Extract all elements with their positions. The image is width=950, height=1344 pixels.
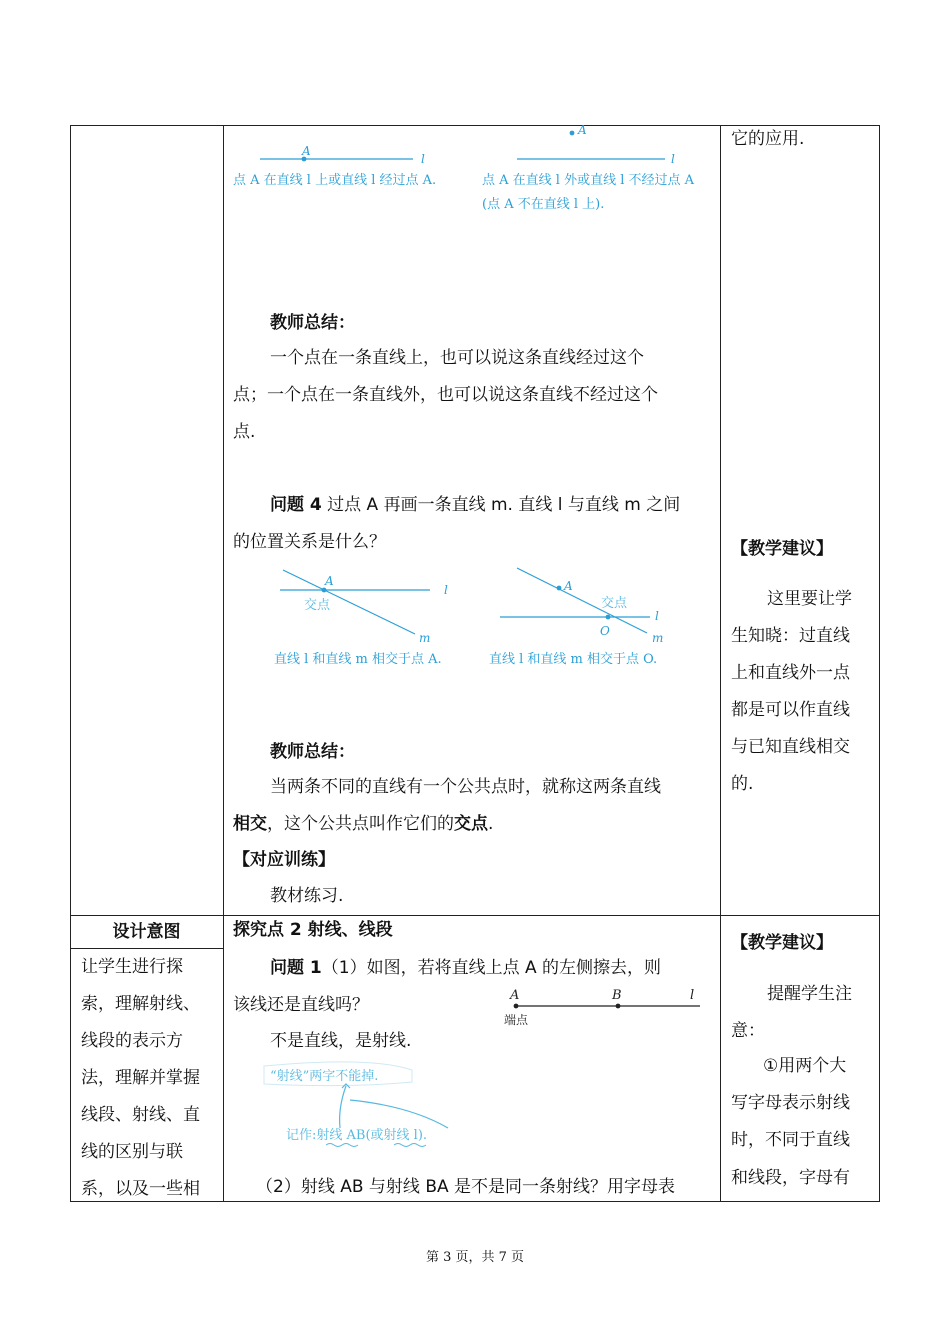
explore-2-q1-text: （1）如图，若将直线上点 A 的左侧擦去，则 [321,958,662,978]
teacher-summary-2-heading: 教师总结： [270,742,355,762]
teacher-summary-1-line-3: 点. [233,422,256,442]
table-bottom-border [70,1201,880,1202]
fig4-caption: 直线 l 和直线 m 相交于点 O. [489,652,658,667]
table-row-divider [70,915,880,916]
right-bottom-line-1: 提醒学生注 [767,984,852,1004]
design-heading-divider [70,948,223,949]
fig3-label-l: l [444,583,448,597]
point-line-figure [225,125,720,220]
term-xiangjiao: 相交 [233,814,267,834]
fig4-label-jiaodian: 交点 [601,596,628,611]
teacher-summary-1-heading: 教师总结： [270,313,355,333]
right-top-text: 它的应用. [731,129,805,149]
explore-2-q1-line-1 [270,956,661,980]
col-divider-2 [720,125,721,1202]
teacher-summary-2-end: . [488,814,494,834]
table-left-border [70,125,71,1202]
term-jiaodian: 交点 [454,814,488,834]
fig3-caption: 直线 l 和直线 m 相交于点 A. [274,652,442,667]
teacher-summary-1-line-1: 一个点在一条直线上，也可以说这条直线经过这个 [270,348,644,368]
design-intent-line-4: 法，理解并掌握 [81,1068,200,1088]
explore-2-q1-label: 问题 1 [270,958,322,978]
col-divider-1 [223,125,224,1202]
teacher-summary-1-line-2: 点；一个点在一条直线外，也可以说这条直线不经过这个 [233,385,658,405]
right-bottom-line-4: 写字母表示射线 [731,1093,850,1113]
question-4-line-2: 的位置关系是什么？ [233,532,386,552]
right-bottom-line-3: ①用两个大 [763,1056,847,1076]
hw-note-2: 记作:射线 AB(或射线 l). [286,1128,428,1143]
design-intent-line-3: 线段的表示方 [81,1031,183,1051]
ray-label-B: B [612,988,622,1003]
right-top-line-4: 都是可以作直线 [731,700,850,720]
right-top-line-6: 的. [731,774,754,794]
explore-2-q2: （2）射线 AB 与射线 BA 是不是同一条射线？用字母表 [256,1177,676,1197]
page-footer: 第 3 页，共 7 页 [425,1250,525,1265]
ray-figure [500,984,715,1029]
fig2-caption-2: (点 A 不在直线 l 上). [482,197,605,212]
intersect-figure [225,560,720,675]
hw-note-1: “射线”两字不能掉. [270,1069,379,1084]
fig2-caption-1: 点 A 在直线 l 外或直线 l 不经过点 A [482,173,695,188]
right-bottom-heading: 【教学建议】 [731,933,833,953]
ray-label-endpoint: 端点 [504,1013,529,1027]
right-top-line-3: 上和直线外一点 [731,663,850,683]
design-intent-line-1: 让学生进行探 [81,957,183,977]
question-4-label: 问题 4 [270,495,322,515]
right-bottom-line-5: 时，不同于直线 [731,1130,850,1150]
fig1-label-A: A [302,144,311,158]
training-heading: 【对应训练】 [233,850,335,870]
fig2-label-l: l [671,152,675,166]
explore-2-q1-line-2: 该线还是直线吗？ [233,995,369,1015]
right-bottom-line-2: 意： [731,1021,765,1041]
handwritten-note-figure [260,1058,490,1153]
fig4-label-l: l [655,609,659,623]
ray-label-A: A [510,988,520,1003]
fig1-caption: 点 A 在直线 l 上或直线 l 经过点 A. [233,173,437,188]
fig2-label-A: A [578,125,587,137]
training-body: 教材练习. [270,886,344,906]
design-intent-line-5: 线段、射线、直 [81,1105,200,1125]
right-bottom-line-6: 和线段，字母有 [731,1168,850,1188]
fig4-label-m: m [652,631,664,645]
explore-2-heading: 探究点 2 射线、线段 [233,920,393,940]
design-intent-line-7: 系，以及一些相 [81,1179,200,1199]
right-top-line-5: 与已知直线相交 [731,737,850,757]
fig3-label-A: A [325,574,334,588]
right-top-line-1: 这里要让学 [767,589,852,609]
fig3-label-jiaodian: 交点 [304,598,331,613]
teacher-summary-2-line-1: 当两条不同的直线有一个公共点时，就称这两条直线 [270,777,661,797]
ray-label-l: l [690,988,695,1003]
teacher-summary-2-mid: ，这个公共点叫作它们的 [267,814,454,834]
right-top-line-2: 生知晓：过直线 [731,626,850,646]
teacher-summary-2-line-2 [233,812,493,836]
right-top-heading: 【教学建议】 [731,539,833,559]
fig1-label-l: l [421,152,425,166]
table-right-border [879,125,880,1202]
design-intent-heading: 设计意图 [112,922,181,942]
fig4-label-A: A [564,579,573,593]
explore-2-answer: 不是直线，是射线. [270,1031,412,1051]
fig3-label-m: m [419,631,431,645]
design-intent-line-2: 索，理解射线、 [81,994,200,1014]
fig4-label-O: O [600,624,610,638]
design-intent-line-6: 线的区别与联 [81,1142,183,1162]
question-4-text: 过点 A 再画一条直线 m. 直线 l 与直线 m 之间 [321,495,681,515]
question-4-line-1 [270,493,680,517]
